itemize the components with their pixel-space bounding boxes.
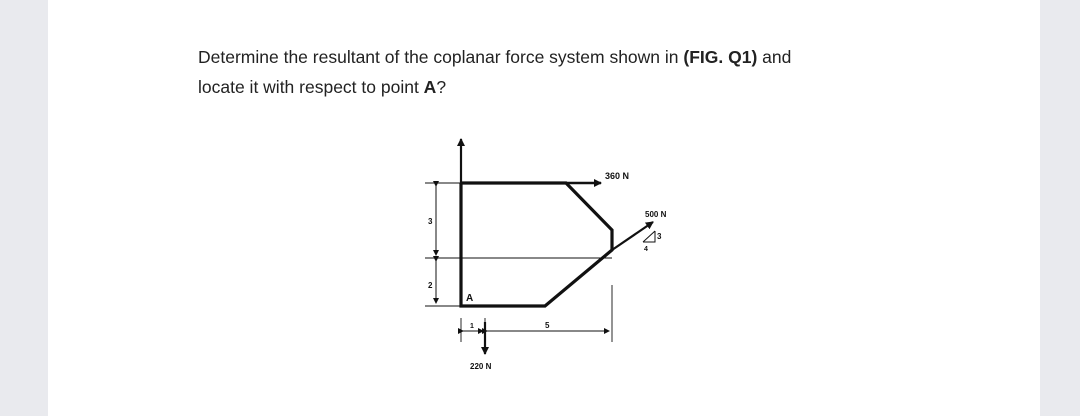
force-220-label: 220 N xyxy=(470,362,492,371)
question-part-4: ? xyxy=(436,77,447,97)
question-part-2: and xyxy=(757,47,792,67)
slope-rise-label: 3 xyxy=(657,232,662,241)
dim-upper-label: 3 xyxy=(428,217,433,226)
force-360-label: 360 N xyxy=(605,171,630,181)
slope-run-label: 4 xyxy=(644,246,648,253)
body-outline xyxy=(461,183,612,306)
dim-lower-label: 2 xyxy=(428,281,433,290)
slope-triangle-hyp xyxy=(643,231,655,242)
point-reference: A xyxy=(423,77,437,97)
question-part-3: locate it with respect to point xyxy=(198,77,424,97)
point-a-label: A xyxy=(466,293,474,304)
force-500-label: 500 N xyxy=(645,210,667,219)
figure-reference: (FIG. Q1) xyxy=(683,47,758,67)
dim-bottom-short-label: 1 xyxy=(470,323,474,330)
dim-bottom-long-label: 5 xyxy=(545,321,550,330)
question-part-1: Determine the resultant of the coplanar force system shown in xyxy=(198,47,684,67)
